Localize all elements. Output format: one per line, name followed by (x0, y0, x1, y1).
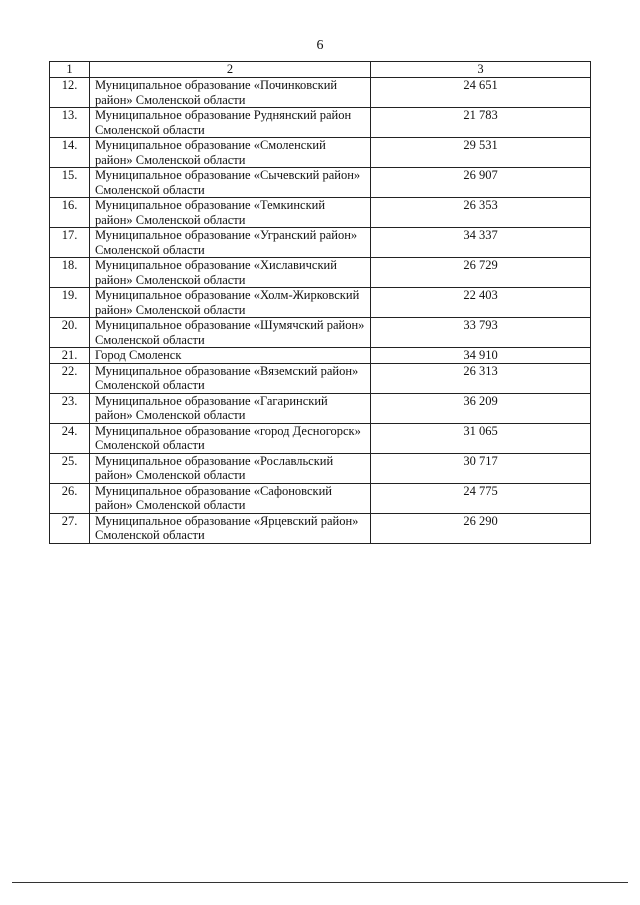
municipality-name: Муниципальное образование «Хиславичский район» Смоленской области (90, 258, 371, 288)
row-value: 30 717 (371, 453, 591, 483)
row-value: 26 353 (371, 198, 591, 228)
municipality-name: Муниципальное образование «Темкинский район» Смоленской области (90, 198, 371, 228)
table-row (50, 138, 591, 168)
row-number: 23. (50, 393, 90, 423)
row-number: 15. (50, 168, 90, 198)
row-number: 16. (50, 198, 90, 228)
municipality-name: Муниципальное образование «Гагаринский район» Смоленской области (90, 393, 371, 423)
row-number: 22. (50, 363, 90, 393)
row-value: 24 651 (371, 78, 591, 108)
page-number: 6 (316, 38, 324, 53)
municipality-name: Муниципальное образование Руднянский район Смоленской области (90, 108, 371, 138)
table-row (50, 318, 591, 348)
municipality-name: Муниципальное образование «город Десногорск» Смоленской области (90, 423, 371, 453)
municipality-name: Муниципальное образование «Ярцевский район» Смоленской области (90, 513, 371, 543)
row-value: 26 290 (371, 513, 591, 543)
column-header-value: 3 (371, 62, 591, 78)
row-value: 29 531 (371, 138, 591, 168)
row-number: 26. (50, 483, 90, 513)
municipality-name: Муниципальное образование «Угранский район» Смоленской области (90, 228, 371, 258)
table-row (50, 483, 591, 513)
row-number: 18. (50, 258, 90, 288)
table-row (50, 168, 591, 198)
table-row (50, 108, 591, 138)
table-row (50, 258, 591, 288)
table-row (50, 363, 591, 393)
row-number: 14. (50, 138, 90, 168)
table-row (50, 228, 591, 258)
row-number: 24. (50, 423, 90, 453)
table-row (50, 423, 591, 453)
footer-divider (12, 882, 628, 883)
municipality-name: Муниципальное образование «Холм-Жирковский район» Смоленской области (90, 288, 371, 318)
municipality-name: Муниципальное образование «Сычевский район» Смоленской области (90, 168, 371, 198)
row-value: 26 313 (371, 363, 591, 393)
table-row (50, 288, 591, 318)
row-number: 17. (50, 228, 90, 258)
table-row (50, 78, 591, 108)
row-value: 33 793 (371, 318, 591, 348)
row-value: 21 783 (371, 108, 591, 138)
allocation-table (49, 61, 591, 544)
table-header-row (50, 62, 591, 78)
row-value: 22 403 (371, 288, 591, 318)
table-row (50, 453, 591, 483)
municipality-name: Город Смоленск (90, 348, 371, 364)
row-value: 26 907 (371, 168, 591, 198)
municipality-name: Муниципальное образование «Вяземский район» Смоленской области (90, 363, 371, 393)
table-row (50, 198, 591, 228)
municipality-name: Муниципальное образование «Смоленский район» Смоленской области (90, 138, 371, 168)
row-number: 12. (50, 78, 90, 108)
table-row (50, 348, 591, 364)
municipality-name: Муниципальное образование «Починковский район» Смоленской области (90, 78, 371, 108)
row-value: 34 910 (371, 348, 591, 364)
row-number: 21. (50, 348, 90, 364)
row-number: 19. (50, 288, 90, 318)
municipality-name: Муниципальное образование «Сафоновский район» Смоленской области (90, 483, 371, 513)
row-value: 24 775 (371, 483, 591, 513)
row-number: 25. (50, 453, 90, 483)
row-value: 36 209 (371, 393, 591, 423)
row-number: 27. (50, 513, 90, 543)
column-header-number: 1 (50, 62, 90, 78)
municipality-name: Муниципальное образование «Рославльский район» Смоленской области (90, 453, 371, 483)
row-number: 20. (50, 318, 90, 348)
row-number: 13. (50, 108, 90, 138)
row-value: 34 337 (371, 228, 591, 258)
municipality-name: Муниципальное образование «Шумячский район» Смоленской области (90, 318, 371, 348)
table-row (50, 513, 591, 543)
row-value: 31 065 (371, 423, 591, 453)
table-row (50, 393, 591, 423)
column-header-name: 2 (90, 62, 371, 78)
row-value: 26 729 (371, 258, 591, 288)
